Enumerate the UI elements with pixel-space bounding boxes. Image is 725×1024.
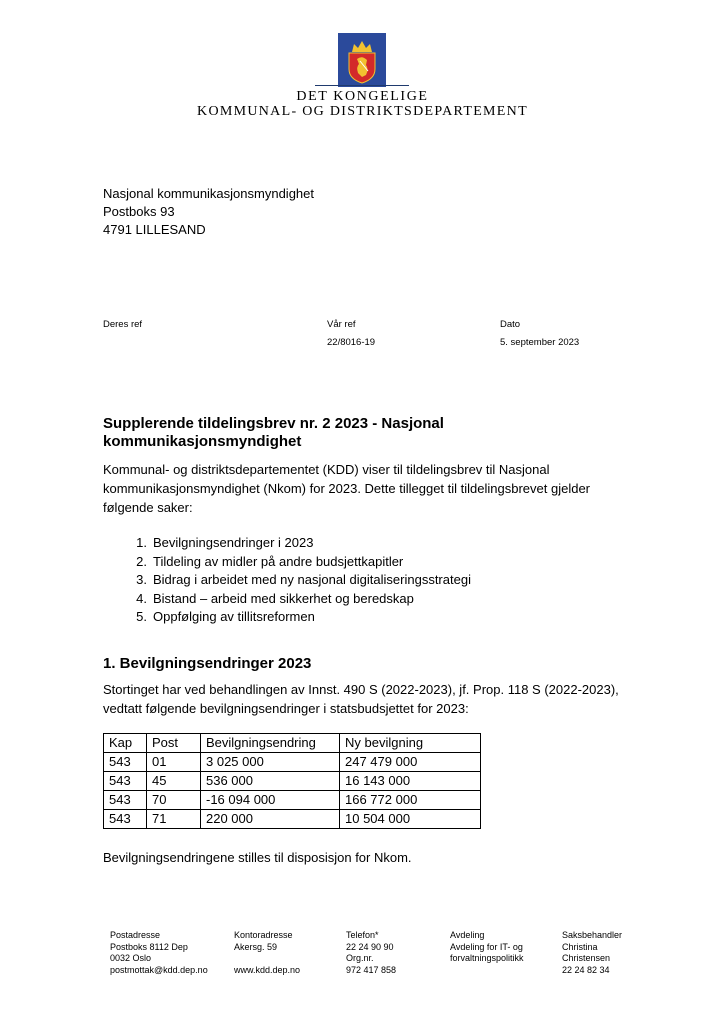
table-cell: 10 504 000 <box>340 810 481 829</box>
header-post: Post <box>147 734 201 753</box>
intro-line2: kommunikasjonsmyndighet (Nkom) for 2023. Dette tillegget til tildelingsbrevet gjelder <box>103 481 591 496</box>
var-ref-value: 22/8016-19 <box>327 337 376 348</box>
intro-line1: Kommunal- og distriktsdepartementet (KDD) viser til tildelingsbrev til Nasjonal <box>103 462 550 477</box>
letter-title-line1: Supplerende tildelingsbrev nr. 2 2023 - Nasjonal <box>103 415 444 432</box>
recipient-name: Nasjonal kommunikasjonsmyndighet <box>103 186 314 201</box>
table-cell: 166 772 000 <box>340 791 481 810</box>
table-cell: 70 <box>147 791 201 810</box>
table-cell: 01 <box>147 753 201 772</box>
recipient-city: 4791 LILLESAND <box>103 222 206 237</box>
list-item: 3. Bidrag i arbeidet med ny nasjonal digitaliseringsstrategi <box>136 572 471 587</box>
table-cell: 247 479 000 <box>340 753 481 772</box>
table-row <box>104 753 481 772</box>
table-cell: 3 025 000 <box>201 753 340 772</box>
list-item: 4. Bistand – arbeid med sikkerhet og beredskap <box>136 590 414 606</box>
footer-postadresse: Postadresse Postboks 8112 Dep 0032 Oslo postmottak@kdd.dep.no <box>110 930 208 975</box>
ministry-name-line2: KOMMUNAL- OG DISTRIKTSDEPARTEMENT <box>197 104 528 119</box>
header-kap: Kap <box>104 734 147 753</box>
topics-list <box>103 534 471 627</box>
letter-title <box>103 415 623 451</box>
deres-ref-label: Deres ref <box>103 319 143 330</box>
section-heading: 1. Bevilgningsendringer 2023 <box>103 655 312 672</box>
intro-line3: følgende saker: <box>103 500 193 515</box>
table-cell: 220 000 <box>201 810 340 829</box>
section-para-line1: Stortinget har ved behandlingen av Innst. 490 S (2022-2023), jf. Prop. 118 S (2022-2023), <box>103 682 619 697</box>
table-cell: 536 000 <box>201 772 340 791</box>
table-cell: 543 <box>104 753 147 772</box>
ministry-name-line1: DET KONGELIGE <box>296 89 429 104</box>
letterhead-rule <box>315 85 409 86</box>
table-header-row <box>104 734 481 753</box>
footer-website-link[interactable]: www.kdd.dep.no <box>234 964 301 975</box>
table-cell: 16 143 000 <box>340 772 481 791</box>
coat-of-arms-logo <box>338 33 386 87</box>
list-item: 5. Oppfølging av tillitsreformen <box>136 609 315 624</box>
table-cell: 71 <box>147 810 201 829</box>
table-cell: 543 <box>104 791 147 810</box>
table-row <box>104 772 481 791</box>
list-item: 2. Tildeling av midler på andre budsjettkapitler <box>136 553 404 569</box>
footer-telefon: Telefon* 22 24 90 90 Org.nr. 972 417 858 <box>346 930 397 975</box>
list-item: 1. Bevilgningsendringer i 2023 <box>136 535 314 550</box>
table-cell: 543 <box>104 810 147 829</box>
table-cell: -16 094 000 <box>201 791 340 810</box>
recipient-address <box>103 185 314 239</box>
table-row <box>104 810 481 829</box>
header-bevilgningsendring: Bevilgningsendring <box>201 734 340 753</box>
section-para-line2: vedtatt følgende bevilgningsendringer i statsbudsjettet for 2023: <box>103 701 469 716</box>
table-row <box>104 791 481 810</box>
closing-sentence: Bevilgningsendringene stilles til disposisjon for Nkom. <box>103 850 412 865</box>
footer-avdeling: Avdeling Avdeling for IT- og forvaltningspolitikk <box>450 930 524 963</box>
intro-paragraph <box>103 460 643 517</box>
table-cell: 45 <box>147 772 201 791</box>
header-ny-bevilgning: Ny bevilgning <box>340 734 481 753</box>
date-label: Dato <box>500 319 521 330</box>
footer-saksbehandler: Saksbehandler Christina Christensen 22 24 82 34 <box>562 930 623 975</box>
var-ref-label: Vår ref <box>327 319 356 330</box>
section-paragraph <box>103 680 643 718</box>
footer-email-link[interactable]: postmottak@kdd.dep.no <box>110 964 208 975</box>
table-cell: 543 <box>104 772 147 791</box>
letter-title-line2: kommunikasjonsmyndighet <box>103 433 302 450</box>
recipient-box: Postboks 93 <box>103 204 175 219</box>
footer-kontoradresse: Kontoradresse Akersg. 59 www.kdd.dep.no <box>234 930 301 975</box>
budget-table <box>103 733 481 829</box>
date-value: 5. september 2023 <box>500 337 580 348</box>
